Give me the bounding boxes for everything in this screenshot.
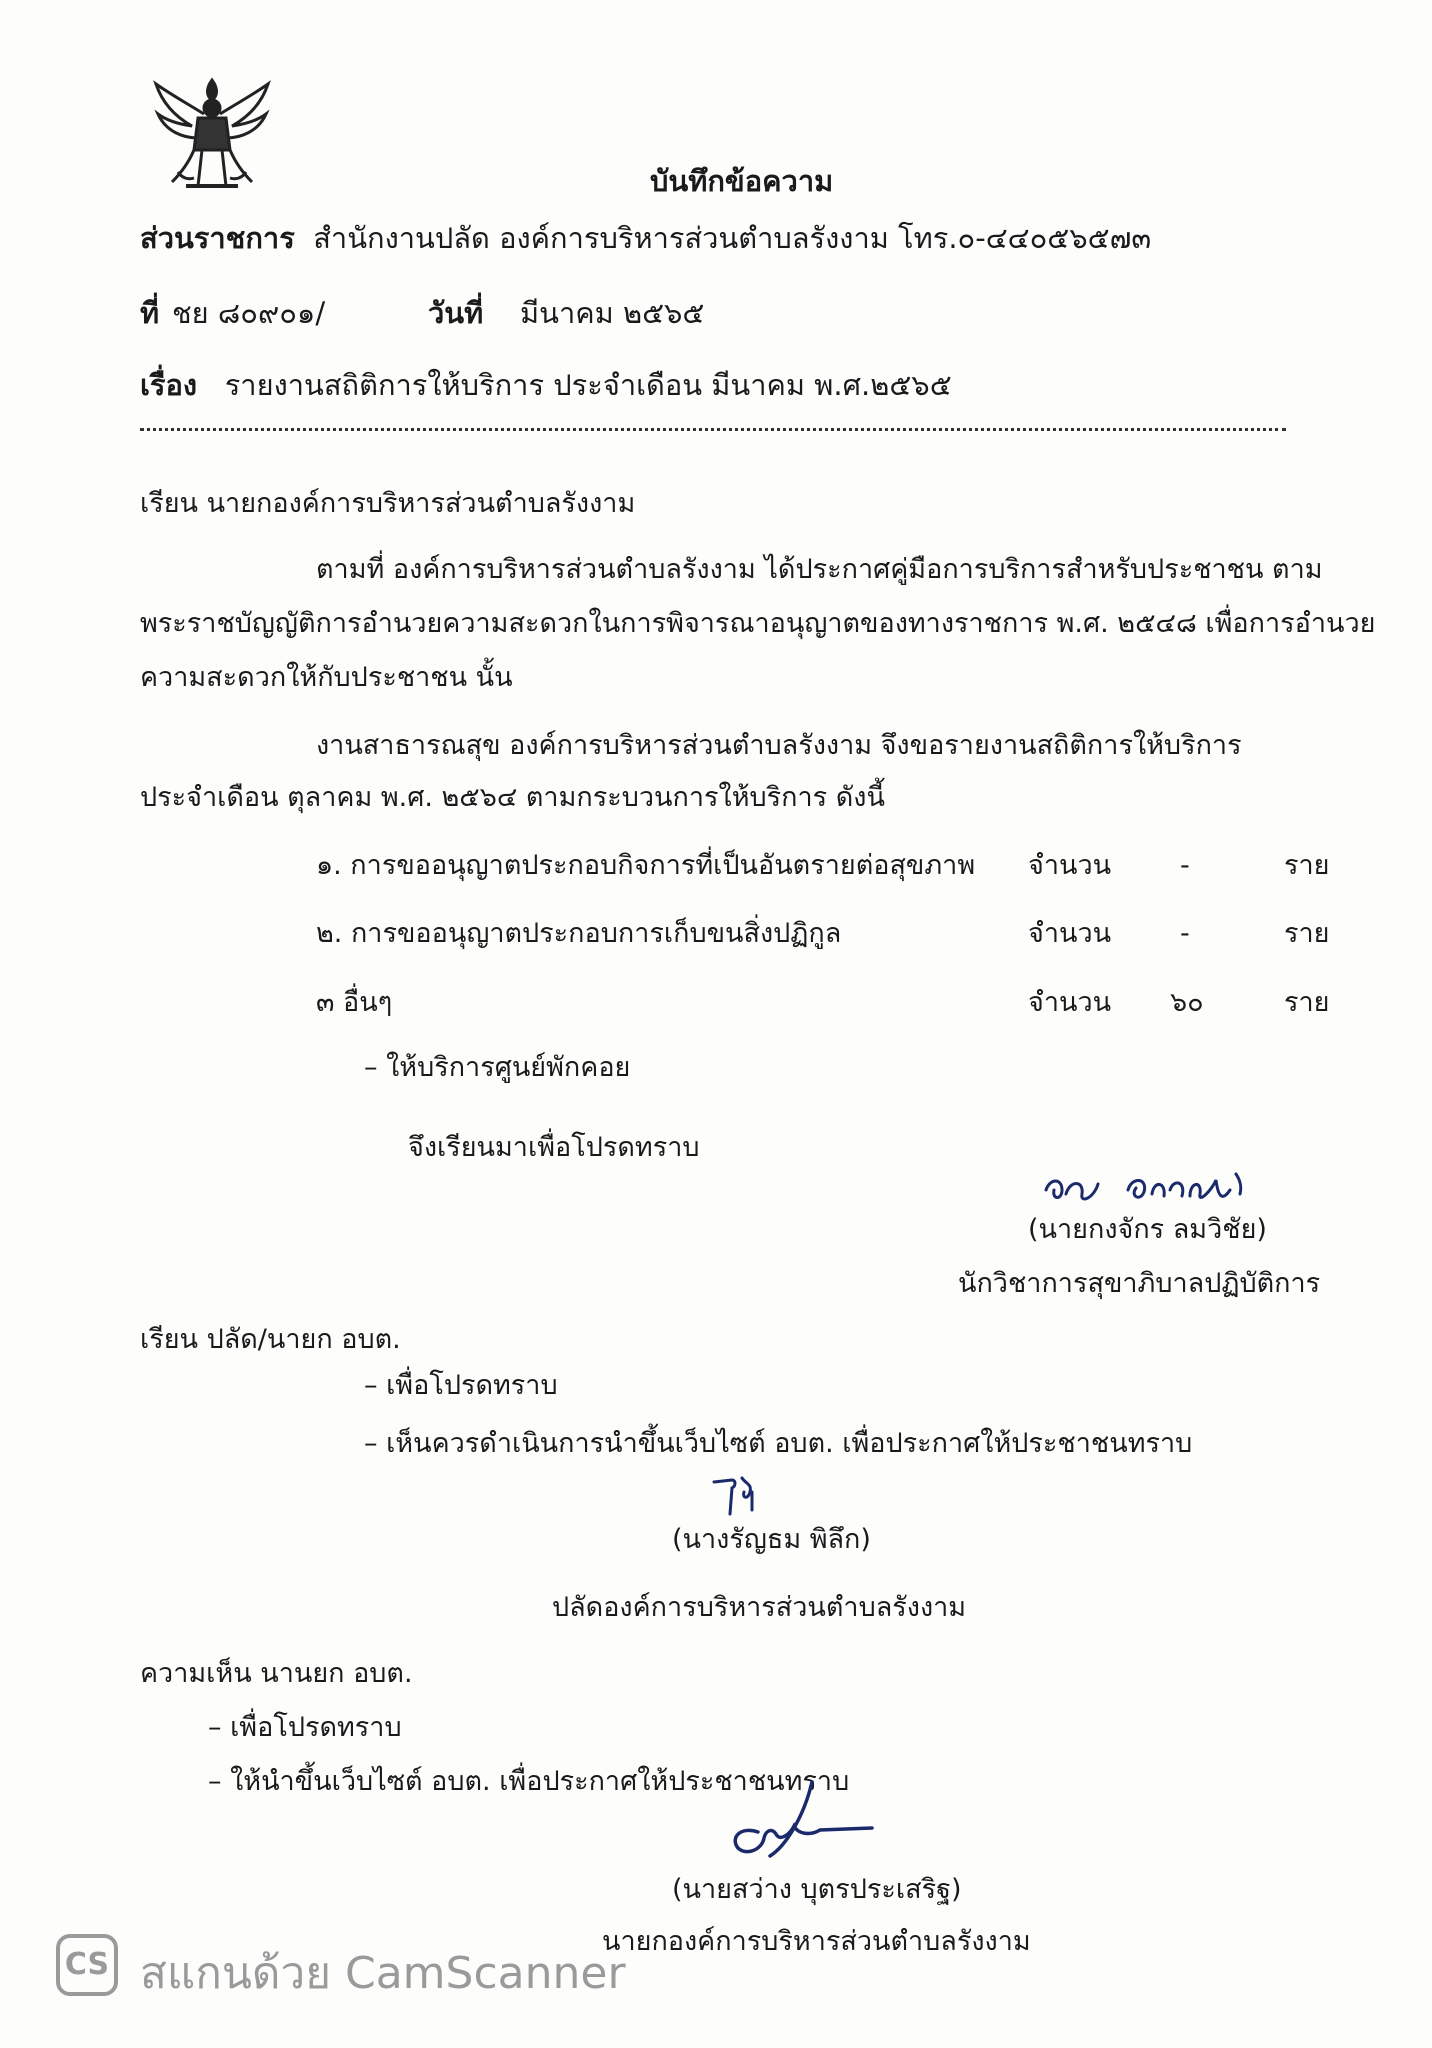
para2-line1: งานสาธารณสุข องค์การบริหารส่วนตำบลรังงาม จึงขอรายงานสถิติการให้บริการ [316,730,1242,761]
signer3-title: นายกองค์การบริหารส่วนตำบลรังงาม [602,1926,1031,1957]
signature-3 [720,1776,880,1872]
subject-row [140,362,952,408]
item-count: - [1180,850,1190,881]
sub-item: – ให้บริการศูนย์พักคอย [364,1052,631,1083]
item-count-label: จำนวน [1028,987,1112,1018]
section2-bullet-2: – เห็นควรดำเนินการนำขึ้นเว็บไซต์ อบต. เพื่อประกาศให้ประชาชนทราบ [364,1428,1193,1459]
item-label: ๑. การขออนุญาตประกอบกิจการที่เป็นอันตรายต่อสุขภาพ [316,850,976,881]
section3-to-line: ความเห็น นานยก อบต. [140,1658,413,1689]
camscanner-logo-icon: CS [56,1934,118,1996]
ref-value: ชย ๘๐๙๐๑/ [172,296,326,330]
dept-value: สำนักงานปลัด องค์การบริหารส่วนตำบลรังงาม โทร.๐-๔๔๐๕๖๕๗๓ [313,221,1152,255]
para1-line3: ความสะดวกให้กับประชาชน นั้น [140,662,513,693]
section2-to-line: เรียน ปลัด/นายก อบต. [140,1324,401,1355]
dept-label: ส่วนราชการ [140,221,295,255]
signer2-name: (นางรัญธม พิลึก) [672,1524,871,1555]
item-unit: ราย [1284,918,1330,949]
section3-bullet-1: – เพื่อโปรดทราบ [208,1712,402,1743]
subject-label: เรื่อง [140,368,198,402]
para1-line2: พระราชบัญญัติการอำนวยความสะดวกในการพิจารณาอนุญาตของทางราชการ พ.ศ. ๒๕๔๘ เพื่อการอำนวย [140,608,1376,639]
memo-title: บันทึกข้อความ [650,164,834,198]
header-divider [140,428,1286,431]
item-count: ๖๐ [1170,987,1204,1018]
date-label: วันที่ [428,296,484,330]
item-count: - [1180,918,1190,949]
signature-2 [708,1470,768,1518]
date-value: มีนาคม ๒๕๖๕ [520,296,705,330]
to-line: เรียน นายกองค์การบริหารส่วนตำบลรังงาม [140,488,636,519]
section3-bullet-2: – ให้นำขึ้นเว็บไซต์ อบต. เพื่อประกาศให้ประชาชนทราบ [208,1766,850,1797]
camscanner-watermark: สแกนด้วย CamScanner [140,1948,626,1999]
signer3-name: (นายสว่าง บุตรประเสริฐ) [672,1874,962,1905]
dept-row [140,215,1151,261]
item-label: ๓ อื่นๆ [316,987,393,1018]
closing-line: จึงเรียนมาเพื่อโปรดทราบ [408,1132,700,1163]
item-count-label: จำนวน [1028,850,1112,881]
signer1-title: นักวิชาการสุขาภิบาลปฏิบัติการ [958,1268,1321,1299]
signer2-title: ปลัดองค์การบริหารส่วนตำบลรังงาม [552,1592,967,1623]
item-unit: ราย [1284,987,1330,1018]
subject-value: รายงานสถิติการให้บริการ ประจำเดือน มีนาคม พ.ศ.๒๕๖๕ [224,368,952,402]
garuda-emblem-icon [148,74,276,198]
para1-line1: ตามที่ องค์การบริหารส่วนตำบลรังงาม ได้ประกาศคู่มือการบริการสำหรับประชาชน ตาม [316,554,1323,585]
signature-1 [1040,1160,1280,1216]
ref-label: ที่ [140,296,160,330]
section2-bullet-1: – เพื่อโปรดทราบ [364,1370,558,1401]
para2-line2: ประจำเดือน ตุลาคม พ.ศ. ๒๕๖๔ ตามกระบวนการให้บริการ ดังนี้ [140,782,885,813]
item-label: ๒. การขออนุญาตประกอบการเก็บขนสิ่งปฏิกูล [316,918,842,949]
item-count-label: จำนวน [1028,918,1112,949]
item-unit: ราย [1284,850,1330,881]
signer1-name: (นายกงจักร ลมวิชัย) [1028,1214,1267,1245]
